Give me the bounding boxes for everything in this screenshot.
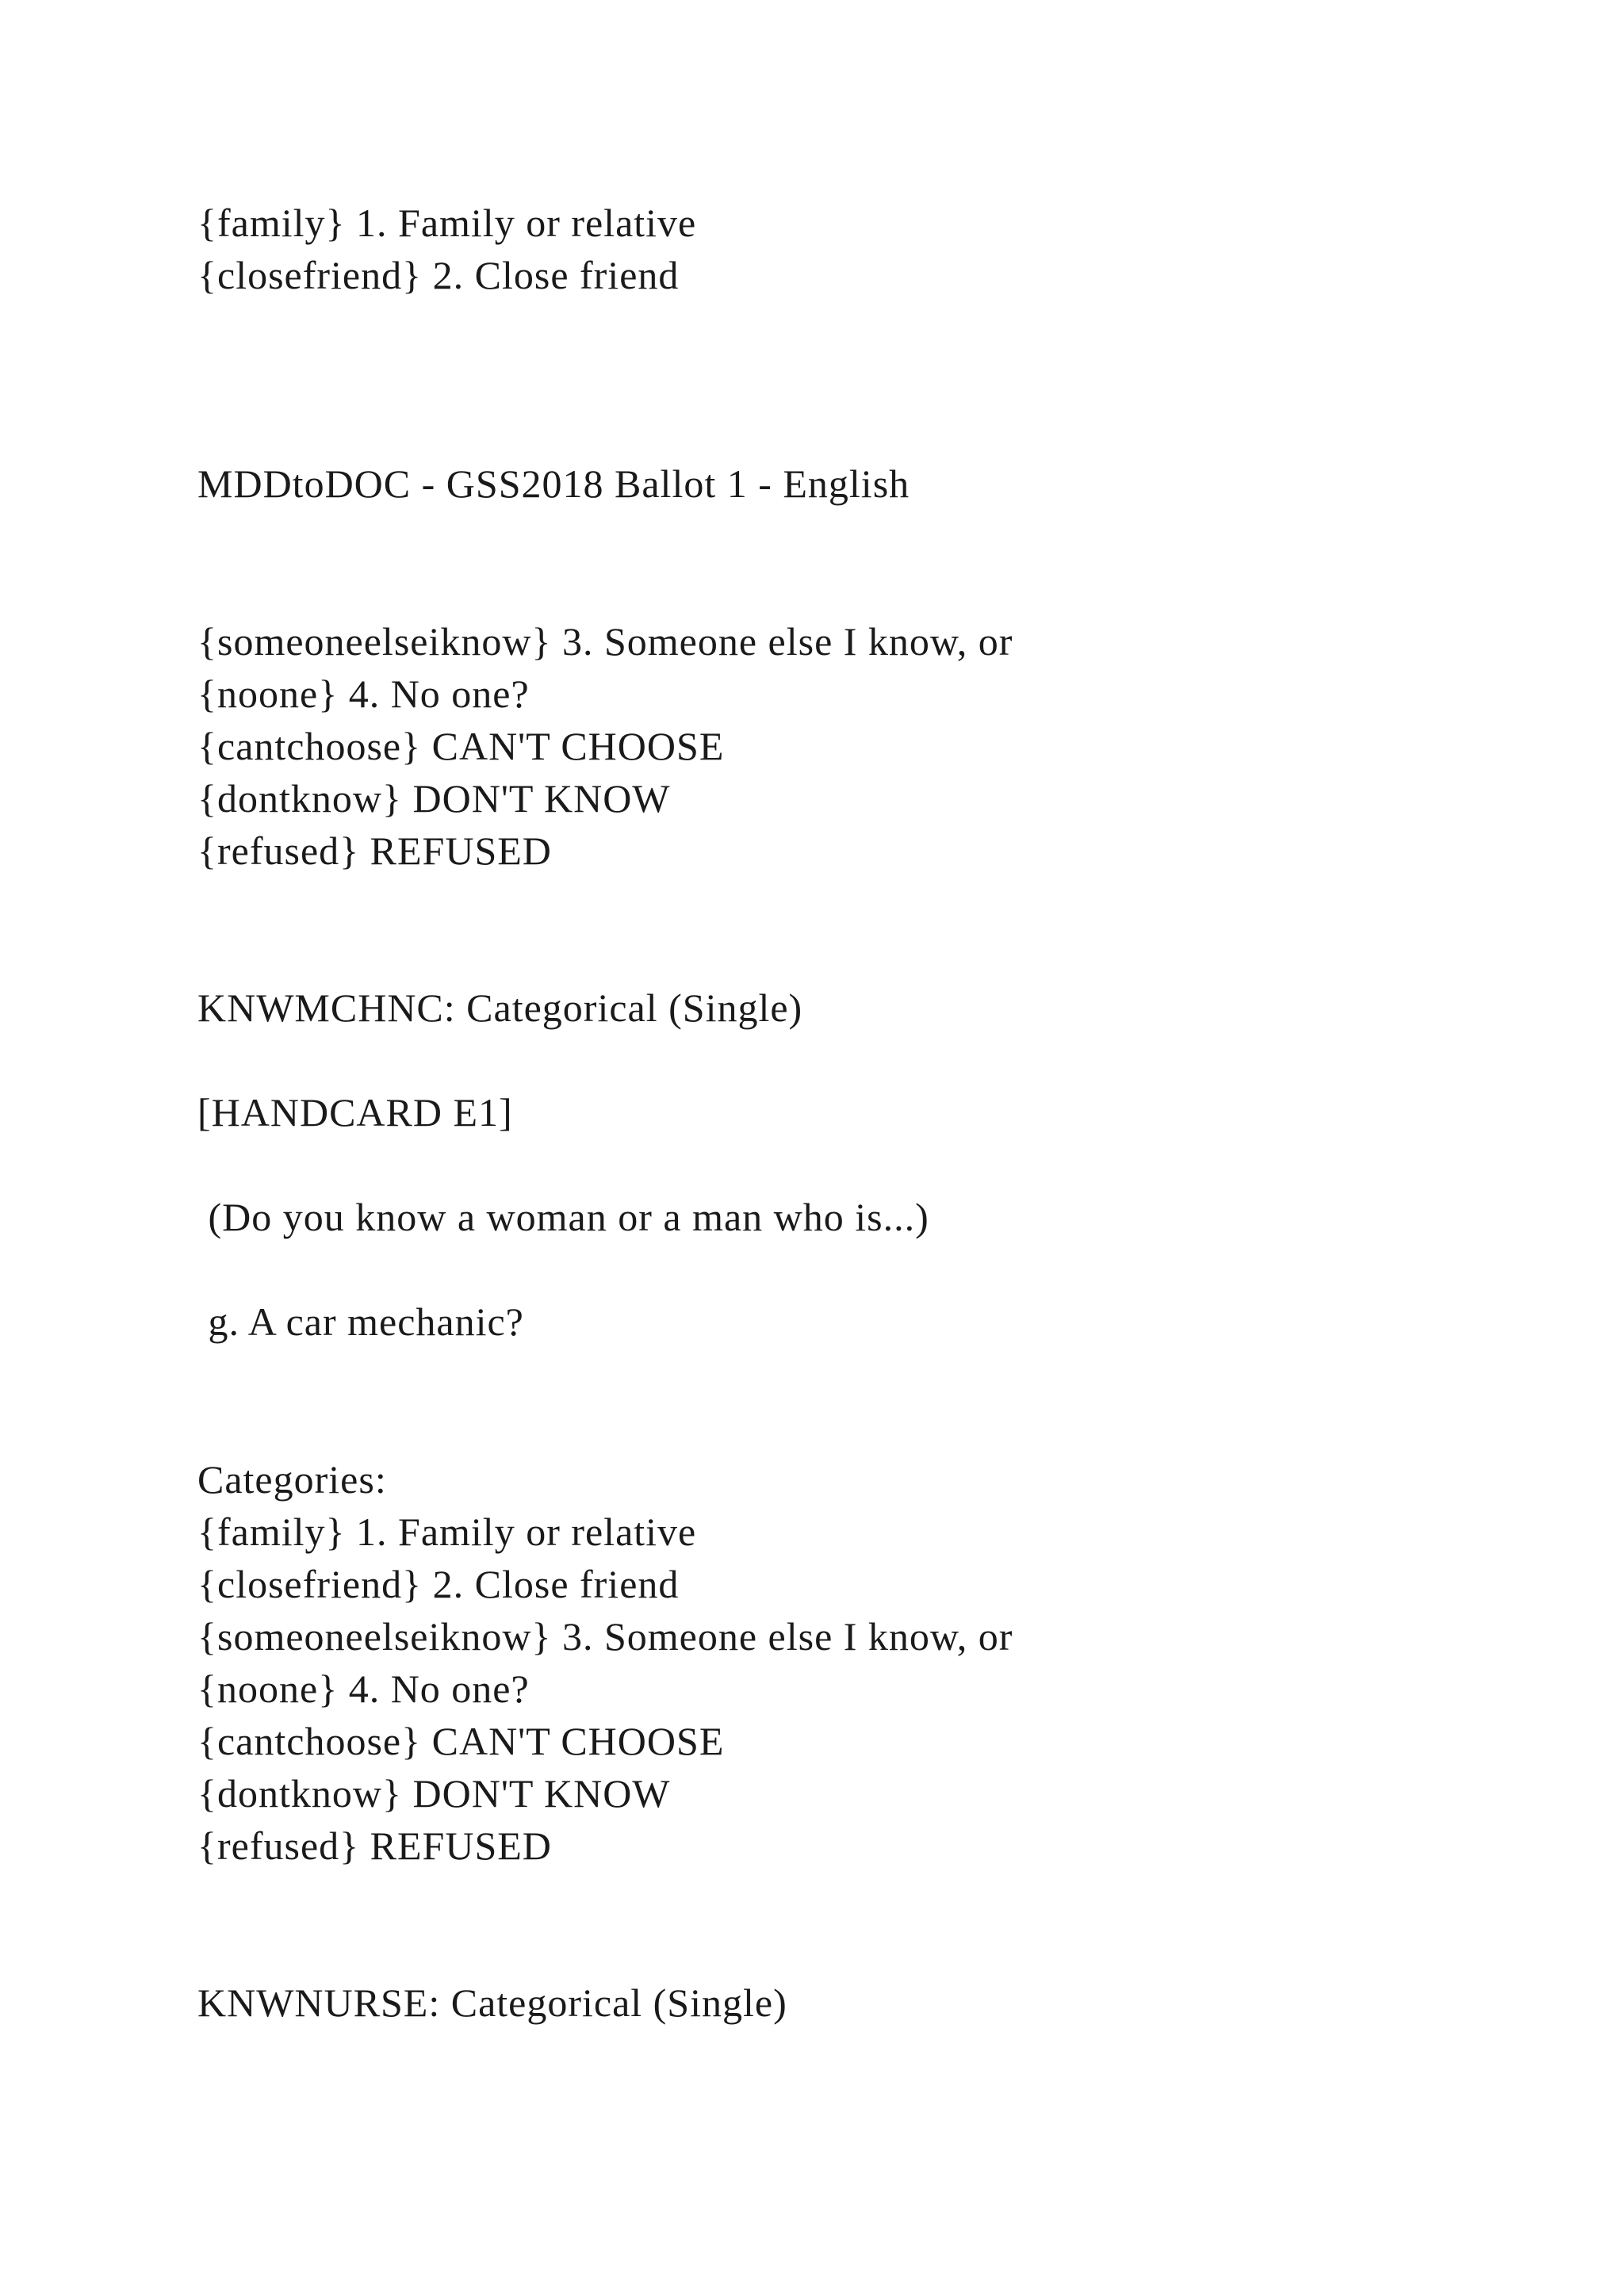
category-line-noone: {noone} 4. No one? [197,672,530,716]
category-line-family: {family} 1. Family or relative [197,201,697,245]
category-line: {cantchoose} CAN'T CHOOSE [197,1719,725,1763]
page-header-title: MDDtoDOC - GSS2018 Ballot 1 - English [197,461,910,506]
category-line: {dontknow} DON'T KNOW [197,1771,671,1816]
question-heading-knwnurse: KNWNURSE: Categorical (Single) [197,1980,787,2025]
category-line-refused: {refused} REFUSED [197,828,552,873]
category-line-someoneelseiknow: {someoneelseiknow} 3. Someone else I know, or [197,619,1013,664]
categories-label: Categories: [197,1457,387,1502]
category-line-dontknow: {dontknow} DON'T KNOW [197,776,671,821]
category-line: {someoneelseiknow} 3. Someone else I know, or [197,1614,1013,1659]
category-line: {noone} 4. No one? [197,1667,530,1711]
category-line-cantchoose: {cantchoose} CAN'T CHOOSE [197,724,725,768]
handcard-label: [HANDCARD E1] [197,1090,513,1135]
category-line: {closefriend} 2. Close friend [197,1562,680,1606]
category-line-closefriend: {closefriend} 2. Close friend [197,253,680,297]
question-prompt: (Do you know a woman or a man who is...) [197,1195,929,1239]
category-line: {family} 1. Family or relative [197,1510,697,1554]
category-line: {refused} REFUSED [197,1823,552,1868]
question-item: g. A car mechanic? [197,1299,524,1344]
question-heading-knwmchnc: KNWMCHNC: Categorical (Single) [197,985,803,1030]
